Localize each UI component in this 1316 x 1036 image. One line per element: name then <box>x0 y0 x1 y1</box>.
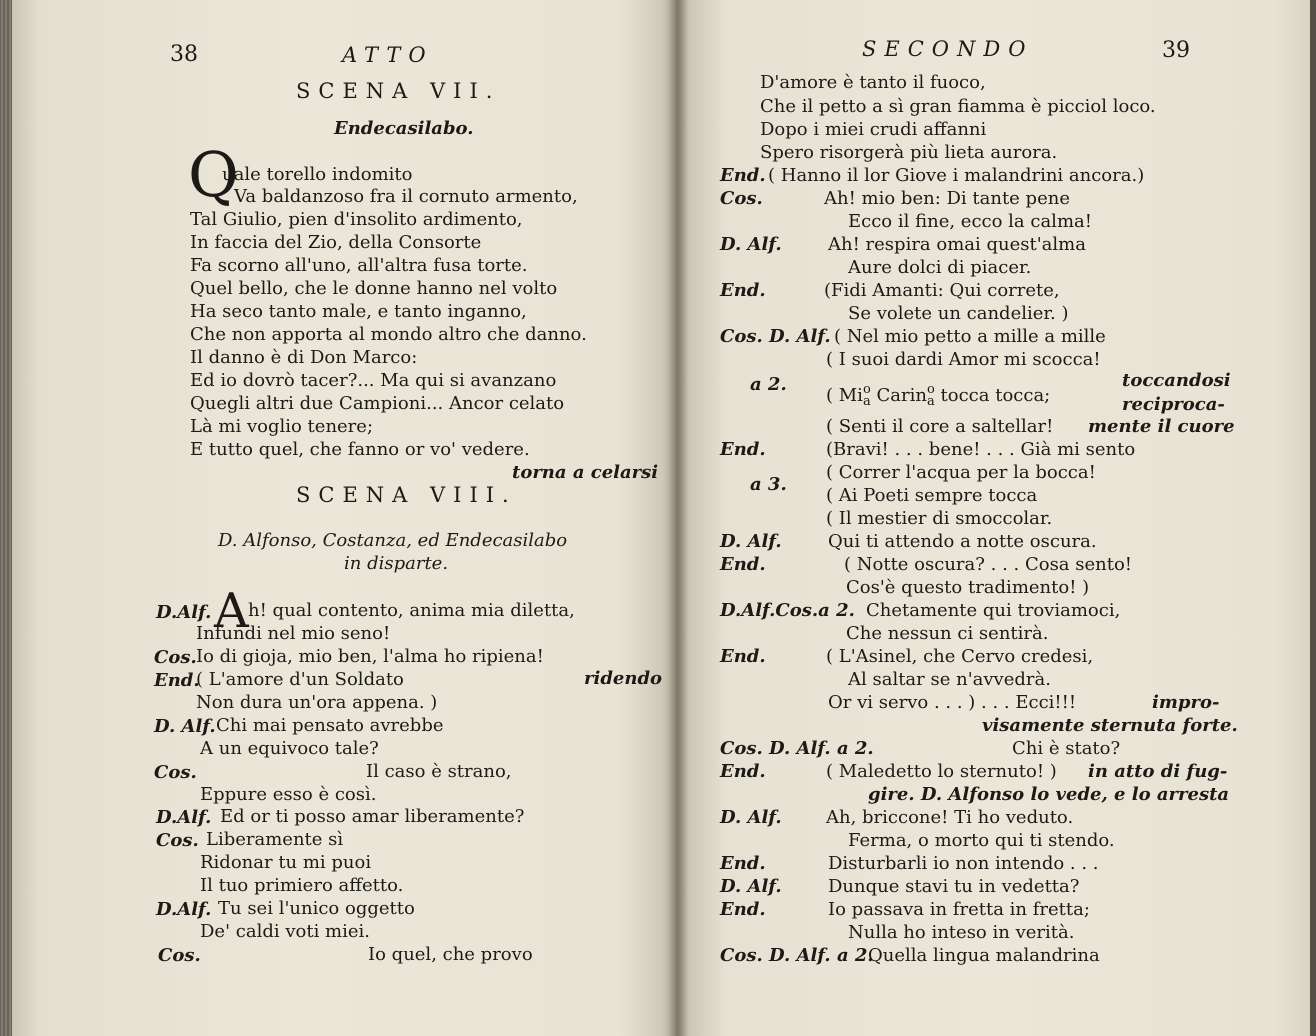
stage-direction: gire. D. Alfonso lo vede, e lo arresta <box>868 784 1230 805</box>
speaker: End. <box>154 670 200 691</box>
right-page <box>676 0 1316 1036</box>
dialogue-line <box>826 384 1050 408</box>
variant-sup: o <box>926 382 935 397</box>
verse-line: Là mi voglio tenere; <box>190 416 374 437</box>
dialogue-line: Chetamente qui troviamoci, <box>866 600 1121 621</box>
dialogue-line: ( L'amore d'un Soldato <box>196 669 404 690</box>
dialogue-line: ( L'Asinel, che Cervo credesi, <box>826 646 1094 667</box>
stage-direction: ridendo <box>584 668 663 689</box>
dialogue-line: Ferma, o morto qui ti stendo. <box>848 830 1115 851</box>
scene-characters: in disparte. <box>344 553 449 574</box>
speaker: D. Alf. <box>720 531 782 552</box>
dialogue-line: Cos'è questo tradimento! ) <box>846 577 1090 598</box>
verse-line: uale torello indomito <box>222 164 413 185</box>
speaker: D.Alf. <box>156 807 212 828</box>
variant-sub: a <box>862 394 871 409</box>
dialogue-line: Tu sei l'unico oggetto <box>218 898 415 919</box>
dialogue-line: Chi è stato? <box>1012 738 1121 759</box>
stage-direction: toccandosi <box>1122 370 1231 391</box>
dialogue-line: Ah, briccone! Ti ho veduto. <box>826 807 1074 828</box>
dialogue-line: Dopo i miei crudi affanni <box>760 119 987 140</box>
dialogue-line: Infundi nel mio seno! <box>196 623 391 644</box>
dialogue-line: Il caso è strano, <box>366 761 512 782</box>
verse-line: Quegli altri due Campioni... Ancor celato <box>190 393 565 414</box>
dialogue-line: Ah! mio ben: Di tante pene <box>824 188 1070 209</box>
dialogue-line: Ed or ti posso amar liberamente? <box>220 806 525 827</box>
dialogue-line: Qui ti attendo a notte oscura. <box>828 531 1097 552</box>
dialogue-line: Che nessun ci sentirà. <box>846 623 1049 644</box>
speaker: End. <box>720 899 766 920</box>
speaker: D. Alf. <box>154 716 216 737</box>
verse-line: Va baldanzoso fra il cornuto armento, <box>234 186 578 207</box>
dialogue-line: Spero risorgerà più lieta aurora. <box>760 142 1058 163</box>
stage-direction: torna a celarsi <box>512 462 659 483</box>
dialogue-line: Io di gioja, mio ben, l'alma ho ripiena! <box>196 646 544 667</box>
speaker: Cos. D. Alf. <box>720 326 831 347</box>
dialogue-line: ( Correr l'acqua per la bocca! <box>826 462 1096 483</box>
dialogue-line: (Bravi! . . . bene! . . . Già mi sento <box>826 439 1136 460</box>
variant-sub: a <box>927 394 935 409</box>
dialogue-line: Aure dolci di piacer. <box>848 257 1032 278</box>
speaker: Cos. <box>154 762 197 783</box>
speaker: End. <box>720 165 766 186</box>
scene-characters: Endecasilabo. <box>334 118 474 139</box>
stage-direction: impro- <box>1152 692 1220 713</box>
running-head: SECONDO <box>862 37 1034 61</box>
speaker: Cos. <box>720 188 763 209</box>
speaker: Cos. D. Alf. a 2. <box>720 738 874 759</box>
dialogue-line: A un equivoco tale? <box>200 738 379 759</box>
dialogue-line: Ridonar tu mi puoi <box>200 852 372 873</box>
stage-direction: mente il cuore <box>1088 416 1235 437</box>
dialogue-line: Dunque stavi tu in vedetta? <box>828 876 1080 897</box>
speaker: D. Alf. <box>720 876 782 897</box>
dialogue-line: Non dura un'ora appena. ) <box>196 692 438 713</box>
drop-cap: A <box>214 583 249 639</box>
verse-line: Ed io dovrò tacer?... Ma qui si avanzano <box>190 370 557 391</box>
dialogue-line: ( I suoi dardi Amor mi scocca! <box>826 349 1101 370</box>
speaker: D.Alf. <box>156 602 212 623</box>
dialogue-line: ( Hanno il lor Giove i malandrini ancora.) <box>768 165 1145 186</box>
verse-line: Ha seco tanto male, e tanto inganno, <box>190 301 527 322</box>
speaker: D.Alf. <box>156 899 212 920</box>
speaker: End. <box>720 646 766 667</box>
dialogue-line: ( Maledetto lo sternuto! ) <box>826 761 1057 782</box>
dialogue-line: Chi mai pensato avrebbe <box>216 715 444 736</box>
stage-direction: reciproca- <box>1122 394 1225 415</box>
scene-title: SCENA VIII. <box>296 483 517 507</box>
verse-fragment: Carin <box>876 385 927 406</box>
variant-sup: o <box>862 382 871 397</box>
speaker: End. <box>720 439 766 460</box>
verse-line: In faccia del Zio, della Consorte <box>190 232 482 253</box>
speaker: a 2. <box>750 374 787 395</box>
speaker: Cos. <box>156 830 199 851</box>
stage-direction: visamente sternuta forte. <box>982 715 1238 736</box>
speaker: Cos. D. Alf. a 2. <box>720 945 874 966</box>
dialogue-line: Ah! respira omai quest'alma <box>828 234 1086 255</box>
dialogue-line: h! qual contento, anima mia diletta, <box>248 600 575 621</box>
dialogue-line: Il tuo primiero affetto. <box>200 875 404 896</box>
verse-line: Fa scorno all'uno, all'altra fusa torte. <box>190 255 528 276</box>
dialogue-line: Ecco il fine, ecco la calma! <box>848 211 1092 232</box>
speaker: D.Alf.Cos.a 2. <box>720 600 855 621</box>
speaker: End. <box>720 554 766 575</box>
dialogue-line: Quella lingua malandrina <box>868 945 1100 966</box>
verse-fragment: ( Mi <box>826 385 863 406</box>
speaker: Cos. <box>154 647 197 668</box>
verse-fragment: tocca tocca; <box>940 385 1051 406</box>
page-number: 38 <box>170 42 198 67</box>
dialogue-line: Se volete un candelier. ) <box>848 303 1069 324</box>
dialogue-line: ( Ai Poeti sempre tocca <box>826 485 1038 506</box>
dialogue-line: D'amore è tanto il fuoco, <box>760 72 986 93</box>
running-head: ATTO <box>342 43 434 67</box>
dialogue-line: ( Notte oscura? . . . Cosa sento! <box>844 554 1133 575</box>
book-gutter <box>668 0 688 1036</box>
page-stack-edge <box>0 0 12 1036</box>
verse-line: Che non apporta al mondo altro che danno. <box>190 324 587 345</box>
dialogue-line: Al saltar se n'avvedrà. <box>848 669 1051 690</box>
dialogue-line: Eppure esso è così. <box>200 784 377 805</box>
dialogue-line: Io passava in fretta in fretta; <box>828 899 1090 920</box>
scene-characters: D. Alfonso, Costanza, ed Endecasilabo <box>218 530 568 551</box>
dialogue-line: ( Il mestier di smoccolar. <box>826 508 1053 529</box>
dialogue-line: Che il petto a sì gran fiamma è picciol loco. <box>760 96 1156 117</box>
speaker: End. <box>720 761 766 782</box>
speaker: End. <box>720 853 766 874</box>
speaker: D. Alf. <box>720 234 782 255</box>
verse-line: Il danno è di Don Marco: <box>190 347 418 368</box>
drop-cap: Q <box>188 138 239 211</box>
dialogue-line: De' caldi voti miei. <box>200 921 370 942</box>
dialogue-line: ( Nel mio petto a mille a mille <box>834 326 1106 347</box>
page-stack-edge <box>1310 0 1316 1036</box>
dialogue-line: Io quel, che provo <box>368 944 533 965</box>
dialogue-line: Nulla ho inteso in verità. <box>848 922 1075 943</box>
dialogue-line: Liberamente sì <box>206 829 344 850</box>
dialogue-line: Disturbarli io non intendo . . . <box>828 853 1099 874</box>
verse-line: Tal Giulio, pien d'insolito ardimento, <box>190 209 523 230</box>
verse-line: Quel bello, che le donne hanno nel volto <box>190 278 558 299</box>
speaker: End. <box>720 280 766 301</box>
speaker: a 3. <box>750 474 787 495</box>
dialogue-line: ( Senti il core a saltellar! <box>826 416 1054 437</box>
speaker: Cos. <box>158 945 201 966</box>
verse-line: E tutto quel, che fanno or vo' vedere. <box>190 439 530 460</box>
scene-title: SCENA VII. <box>296 79 501 103</box>
dialogue-line: Or vi servo . . . ) . . . Ecci!!! <box>828 692 1077 713</box>
dialogue-line: (Fidi Amanti: Qui correte, <box>824 280 1060 301</box>
page-number: 39 <box>1162 38 1190 63</box>
stage-direction: in atto di fug- <box>1088 761 1228 782</box>
speaker: D. Alf. <box>720 807 782 828</box>
